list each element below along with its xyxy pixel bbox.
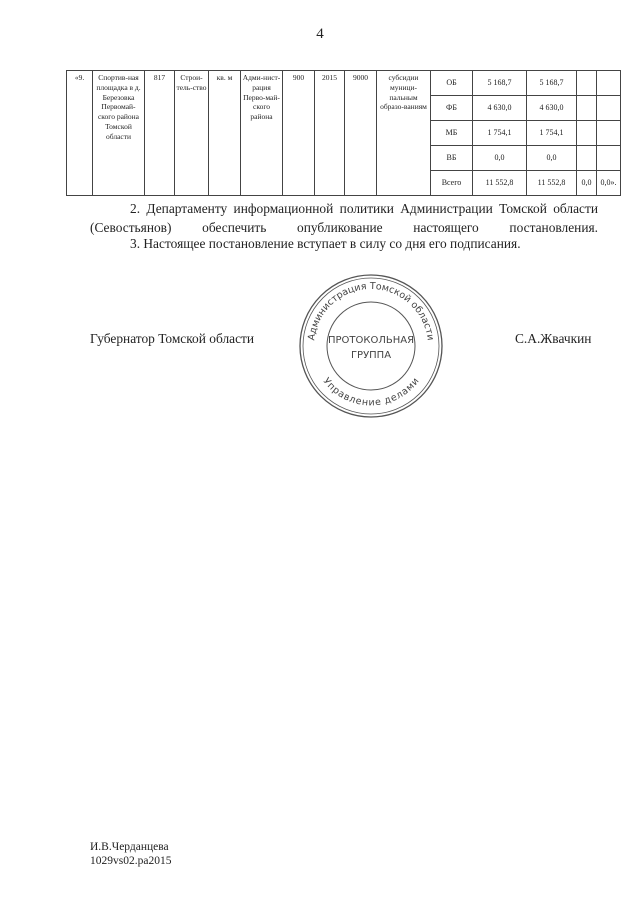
cell-object-name: Спортив-ная площадка в д. Березовка Первомай-ского района Томской области [93,71,145,196]
footer-doc-id: 1029vs02.pa2015 [90,855,172,867]
paragraph-3: 3. Настоящее постановление вступает в силу со дня его подписания. [130,236,521,251]
cell-year1: 11 552,8 [527,171,577,196]
cell-total: 4 630,0 [473,96,527,121]
stamp-center-line2: ГРУППА [350,350,392,361]
cell-year3 [597,121,621,146]
investment-table [66,70,621,196]
cell-year: 2015 [315,71,345,196]
cell-year2 [577,96,597,121]
cell-year1: 4 630,0 [527,96,577,121]
cell-year2 [577,71,597,96]
table-body [67,71,621,196]
cell-unit: кв. м [209,71,241,196]
cell-year3: 0,0». [597,171,621,196]
footer-author: И.В.Черданцева [90,841,169,853]
cell-year3 [597,71,621,96]
cell-year2: 0,0 [577,171,597,196]
cell-work-type: Строи-тель-ство [175,71,209,196]
cell-total: 1 754,1 [473,121,527,146]
paragraph-2: 2. Департаменту информационной политики Администрации Томской области (Севостьянов) обеспечить опубликование настоящего постановления. [90,201,598,235]
cell-year1: 1 754,1 [527,121,577,146]
cell-year3 [597,96,621,121]
cell-row-number: «9. [67,71,93,196]
cell-customer: Адми-нист-рация Перво-май-ского района [241,71,283,196]
cell-total: 5 168,7 [473,71,527,96]
cell-code: 817 [145,71,175,196]
stamp-seal [296,271,446,421]
cell-source: ОБ [431,71,473,96]
cell-source: МБ [431,121,473,146]
cell-year2 [577,121,597,146]
cell-source: ВБ [431,146,473,171]
table-row [67,71,621,96]
signature-name: С.А.Жвачкин [515,331,592,346]
cell-funding-form: субсидии муници-пальным образо-ваниям [377,71,431,196]
footer [90,840,171,868]
cell-source: ФБ [431,96,473,121]
cell-cost: 9000 [345,71,377,196]
cell-year1: 0,0 [527,146,577,171]
stamp-ring-bottom-text: Управление делами [320,375,422,409]
cell-total: 11 552,8 [473,171,527,196]
page-number: 4 [316,26,324,42]
cell-year3 [597,146,621,171]
cell-source: Всего [431,171,473,196]
cell-year2 [577,146,597,171]
cell-year1: 5 168,7 [527,71,577,96]
cell-capacity: 900 [283,71,315,196]
governor-title: Губернатор Томской области [90,331,255,346]
stamp-center-line1: ПРОТОКОЛЬНАЯ [327,335,415,346]
cell-total: 0,0 [473,146,527,171]
stamp-ring-top-text: Администрация Томской области [306,280,436,342]
